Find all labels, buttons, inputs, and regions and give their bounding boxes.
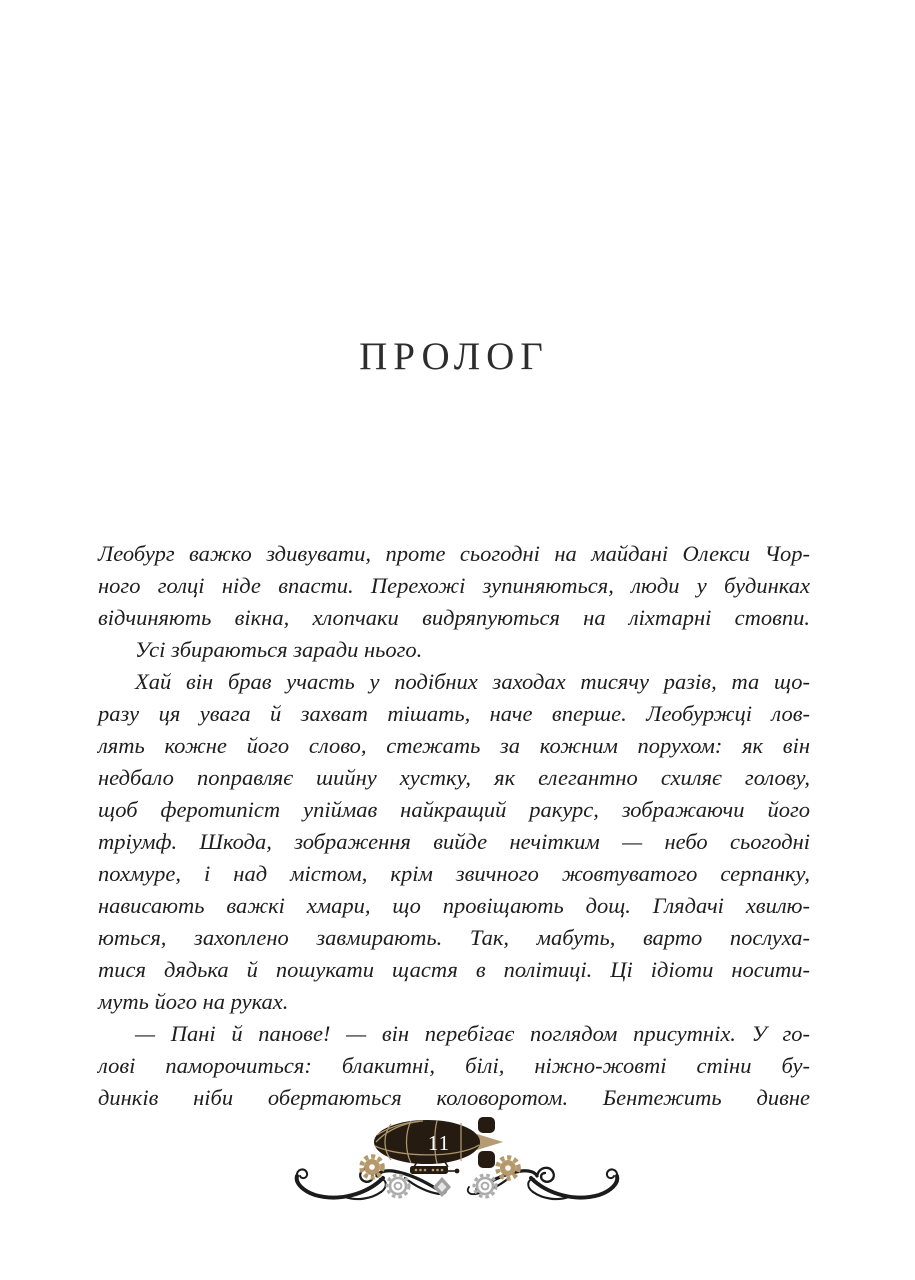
text-line: ються, захоплено завмирають. Так, мабуть, варто послуха- [98, 925, 810, 950]
body-text [98, 538, 810, 1114]
gear-gold-left-icon [362, 1157, 383, 1178]
text-line: разу ця увага й захват тішать, наче вперше. Леобуржці лов- [98, 701, 810, 726]
text-line: лові паморочиться: блакитні, білі, ніжно-жовті стіни бу- [98, 1053, 810, 1078]
page-number: 11 [427, 1131, 451, 1155]
text-line: ного голці ніде впасти. Перехожі зупиняються, люди у будинках [98, 573, 810, 598]
text-line: — Пані й панове! — він перебігає поглядом присутніх. У го- [135, 1021, 810, 1046]
zeppelin-icon [374, 1117, 503, 1174]
text-line: Хай він брав участь у подібних заходах тисячу разів, та що- [135, 669, 810, 694]
text-line: недбало поправляє шийну хустку, як елегантно схиляє голову, [98, 765, 810, 790]
text-line: Леобург важко здивувати, проте сьогодні на майдані Олекси Чор- [98, 541, 810, 566]
footer-ornament [287, 1116, 627, 1212]
text-line: похмуре, і над містом, крім звичного жовтуватого серпанку, [98, 861, 810, 886]
text-line: лять кожне його слово, стежать за кожним порухом: як він [98, 733, 810, 758]
text-line: щоб феротипіст упіймав найкращий ракурс, зображаючи його [98, 797, 810, 822]
chapter-title: ПРОЛОГ [359, 335, 549, 378]
text-line: муть його на руках. [98, 989, 289, 1014]
text-line: Усі збираються заради нього. [135, 637, 423, 662]
gear-silver-left-icon [387, 1175, 409, 1197]
zeppelin-ornament-graphic [287, 1116, 627, 1212]
text-line: тися дядька й пошукати щастя в політиці. Ці ідіоти носити- [98, 957, 810, 982]
text-line: нависають важкі хмари, що провіщають дощ. Глядачі хвилю- [98, 893, 810, 918]
text-line: тріумф. Шкода, зображення вийде нечітким — небо сьогодні [98, 829, 810, 854]
text-line: динків ніби обертаються коловоротом. Бентежить дивне [98, 1085, 810, 1110]
text-line: відчиняють вікна, хлопчаки видряпуються на ліхтарні стовпи. [98, 605, 810, 630]
gear-gold-right-icon [498, 1158, 519, 1179]
